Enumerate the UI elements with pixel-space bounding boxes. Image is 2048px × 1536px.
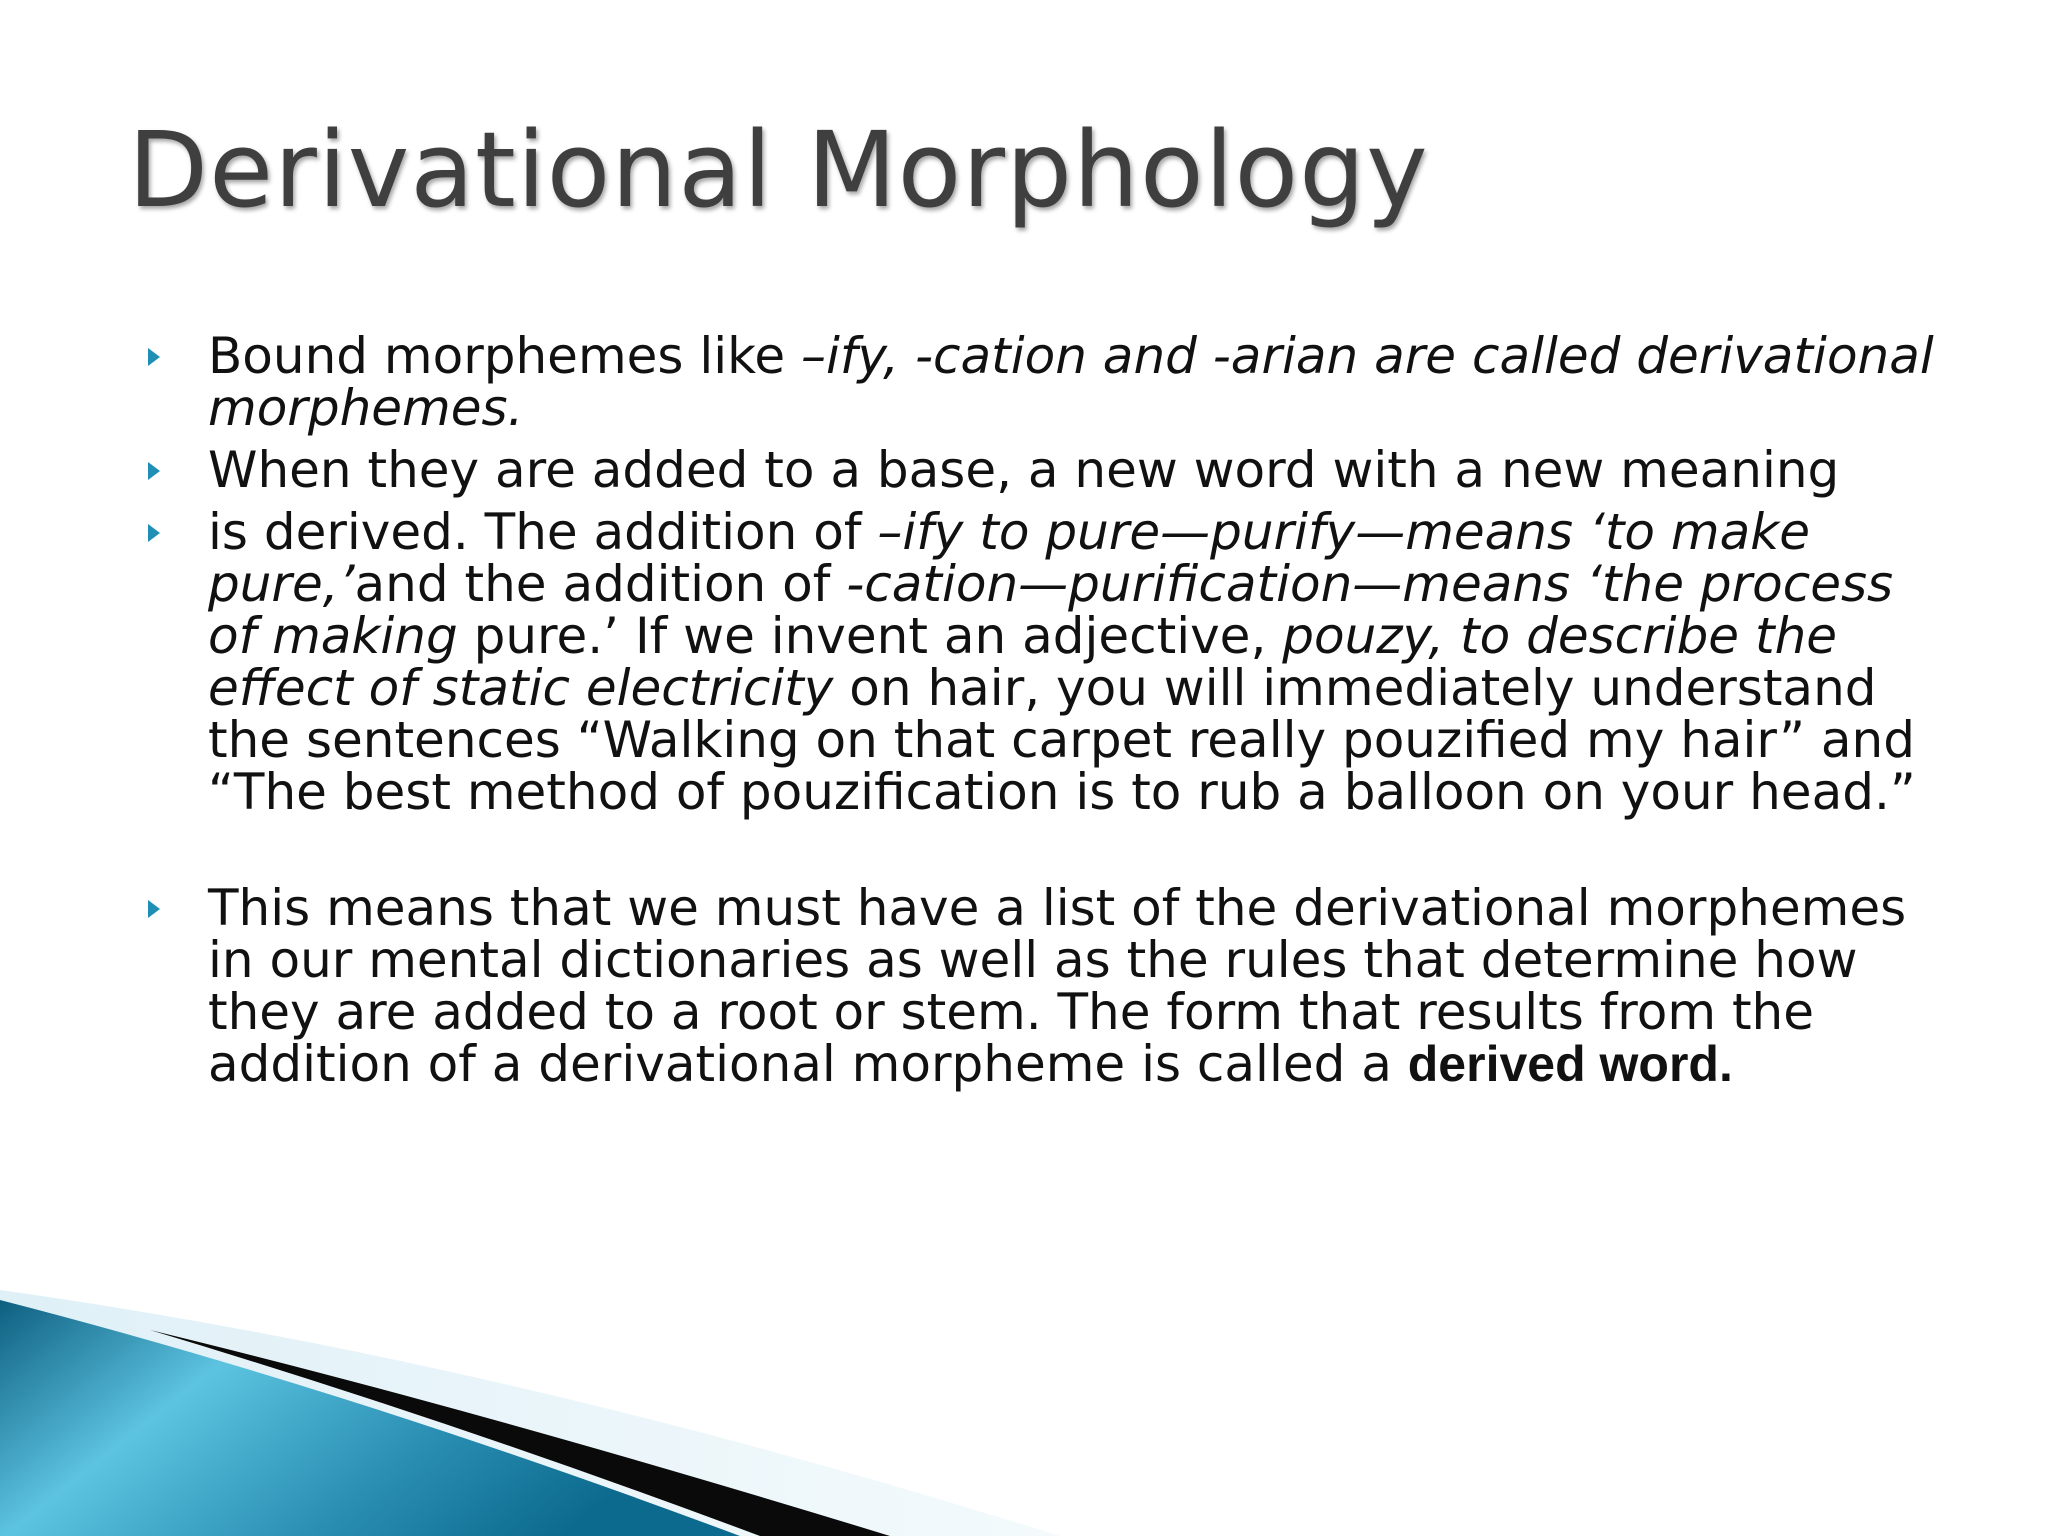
bullet-text: on hair, you will immediately understand the sentences “Walking on that carpet really pouzified my hair” and “The best method of pouzification is to rub a balloon on your head.” <box>208 659 1916 821</box>
bullet-item <box>140 503 1940 821</box>
bullet-text-bold: derived word. <box>1407 1036 1733 1092</box>
bullet-text-italic: –ify, -cation and -arian are called derivational morphemes. <box>208 327 1934 437</box>
bullet-item <box>140 441 1940 499</box>
bullet-text: Bound morphemes like <box>208 327 801 385</box>
bullet-arrow-icon <box>148 462 160 480</box>
bullet-text: This means that we must have a list of the derivational morphemes in our mental dictionaries as well as the rules that determine how they are added to a root or stem. The form that results from the addition of a derivational morpheme is called a <box>208 879 1907 1093</box>
bullet-item <box>140 879 1940 1093</box>
bullet-item <box>140 327 1940 437</box>
bullet-arrow-icon <box>148 900 160 918</box>
bullet-text: pure.’ If we invent an adjective, <box>473 607 1283 665</box>
bullet-text-italic: pouzy, to describe the effect of static electricity <box>208 607 1838 717</box>
bullet-text-italic: –ify to pure—purify—means ‘to make pure,’ <box>208 503 1810 613</box>
bullet-arrow-icon <box>148 348 160 366</box>
bullet-text-italic: -cation—purification—means ‘the process of making <box>208 555 1894 665</box>
bullet-text: When they are added to a base, a new word with a new meaning <box>208 441 1840 499</box>
bullet-arrow-icon <box>148 524 160 542</box>
slide-title: Derivational Morphology <box>128 109 1429 231</box>
bullet-text: is derived. The addition of <box>208 503 878 561</box>
bullet-text: and the addition of <box>354 555 847 613</box>
bullet-list <box>140 327 1940 1093</box>
